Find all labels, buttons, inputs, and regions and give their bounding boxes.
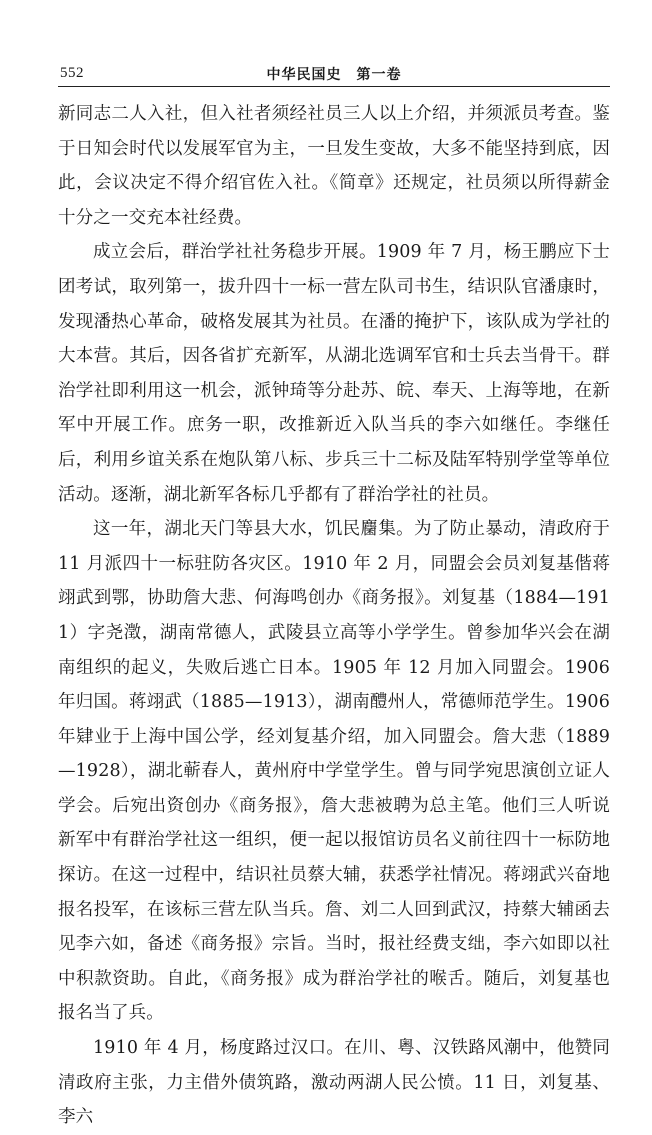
book-page	[58, 62, 610, 1135]
page-number: 552	[60, 65, 84, 81]
page-header	[58, 62, 610, 87]
running-title: 中华民国史 第一卷	[266, 67, 402, 83]
paragraph-continued: 新同志二人入社，但入社者须经社员三人以上介绍，并须派员考查。鉴于日知会时代以发展军官为主，一旦发生变故，大多不能坚持到底，因此，会议决定不得介绍官佐入社。《简章》还规定，社员须以所得薪金十分之一交充本社经费。	[58, 104, 610, 228]
paragraph: 这一年，湖北天门等县大水，饥民麕集。为了防止暴动，清政府于 11 月派四十一标驻防各灾区。1910 年 2 月，同盟会会员刘复基偕蒋翊武到鄂，协助詹大悲、何海鸣创办《商务报》。刘复基（1884—1911）字尧澂，湖南常德人，武陵县立高等小学学生。曾参加华兴会在湖南组织的起义，失败后逃亡日本。1905 年 12 月加入同盟会。1906 年归国。蒋翊武（1885—1913），湖南醴州人，常德师范学生。1906 年肄业于上海中国公学，经刘复基介绍，加入同盟会。詹大悲（1889—1928），湖北蕲春人，黄州府中学堂学生。曾与同学宛思演创立证人学会。后宛出资创办《商务报》，詹大悲被聘为总主笔。他们三人听说新军中有群治学社这一组织，便一起以报馆访员名义前往四十一标防地探访。在这一过程中，结识社员蔡大辅，获悉学社情况。蒋翊武兴奋地报名投军，在该标三营左队当兵。詹、刘二人回到武汉，持蔡大辅函去见李六如，备述《商务报》宗旨。当时，报社经费支绌，李六如即以社中积款资助。自此，《商务报》成为群治学社的喉舌。随后，刘复基也报名当了兵。	[58, 519, 610, 1024]
paragraph: 1910 年 4 月，杨度路过汉口。在川、粤、汉铁路风潮中，他赞同清政府主张，力主借外债筑路，激动两湖人民公愤。11 日，刘复基、李六	[58, 1038, 610, 1128]
page-body	[58, 97, 610, 1135]
paragraph: 成立会后，群治学社社务稳步开展。1909 年 7 月，杨王鹏应下士团考试，取列第一，拔升四十一标一营左队司书生，结识队官潘康时，发现潘热心革命，破格发展其为社员。在潘的掩护下，该队成为学社的大本营。其后，因各省扩充新军，从湖北选调军官和士兵去当骨干。群治学社即利用这一机会，派钟琦等分赴苏、皖、奉天、上海等地，在新军中开展工作。庶务一职，改推新近入队当兵的李六如继任。李继任后，利用乡谊关系在炮队第八标、步兵三十二标及陆军特别学堂等单位活动。逐渐，湖北新军各标几乎都有了群治学社的社员。	[58, 242, 610, 505]
